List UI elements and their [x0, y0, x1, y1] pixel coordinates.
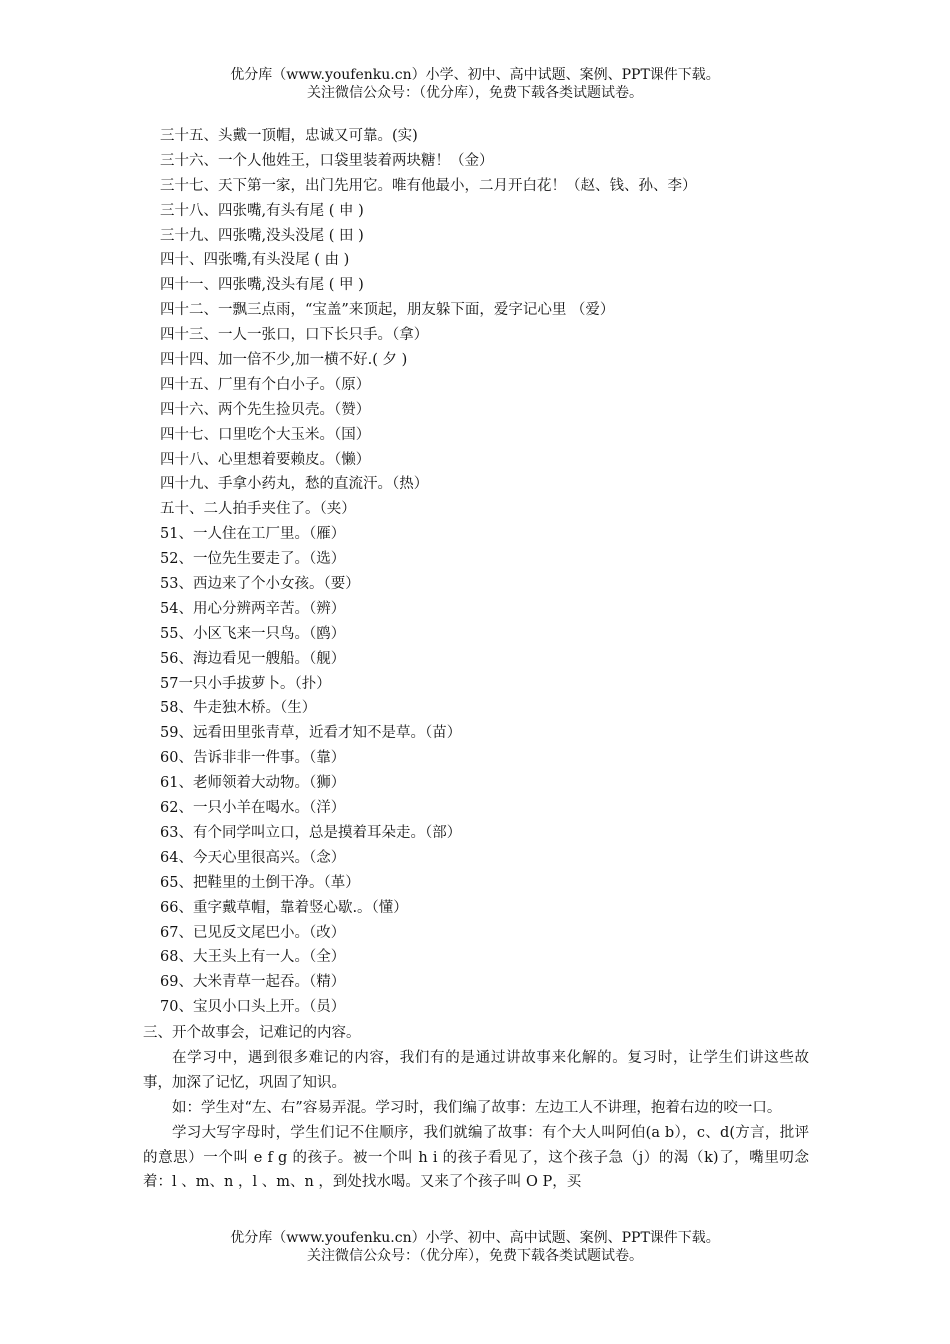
paragraph-alphabet-story: 学习大写字母时，学生们记不住顺序，我们就编了故事：有个大人叫阿伯(a b），c、d(方言，批评的意思）一个叫 e f g 的孩子。被一个叫 h i 的孩子看见了，这个孩子急（j）的渴（k)了，嘴里叨念着：l 、m、n ，l 、m、n ，到处找水喝。又来了个孩子叫 O P，买	[143, 1124, 809, 1191]
riddle-item: 63、有个同学叫立口，总是摸着耳朵走。（部）	[160, 824, 462, 841]
riddle-item: 64、今天心里很高兴。（念）	[160, 849, 346, 866]
riddle-item: 55、小区飞来一只鸟。（鸥）	[160, 625, 346, 642]
riddle-item: 67、已见反文尾巴小。（改）	[160, 924, 346, 941]
riddle-list	[160, 124, 697, 1020]
riddle-item: 四十三、一人一张口，口下长只手。（拿）	[160, 327, 429, 344]
riddle-item: 四十、四张嘴,有头没尾 ( 由 )	[160, 252, 350, 269]
footer-line-1: 优分库（www.youfenku.cn）小学、初中、高中试题、案例、PPT课件下载。	[230, 1230, 720, 1246]
riddle-item: 54、用心分辨两辛苦。（辨）	[160, 600, 346, 617]
riddle-item: 三十五、头戴一顶帽，忠诚又可靠。(实)	[160, 128, 418, 144]
riddle-item: 69、大米青草一起吞。（精）	[160, 974, 346, 991]
riddle-item: 53、西边来了个小女孩。（要）	[160, 576, 360, 593]
riddle-item: 四十七、口里吃个大玉米。（国）	[160, 426, 371, 443]
riddle-item: 70、宝贝小口头上开。（员）	[160, 999, 346, 1016]
riddle-item: 三十七、天下第一家，出门先用它。唯有他最小，二月开白花！（赵、钱、孙、李）	[160, 177, 697, 194]
riddle-item: 四十二、一飘三点雨，“宝盖”来顶起，朋友躲下面，爱字记心里 （爱）	[160, 302, 615, 319]
paragraph-intro: 在学习中，遇到很多难记的内容，我们有的是通过讲故事来化解的。复习时，让学生们讲这些故事，加深了记忆，巩固了知识。	[143, 1049, 809, 1091]
riddle-item: 五十、二人拍手夹住了。（夹）	[160, 501, 356, 518]
riddle-item: 四十六、两个先生捡贝壳。（赞）	[160, 401, 371, 418]
header-line-1: 优分库（www.youfenku.cn）小学、初中、高中试题、案例、PPT课件下载。	[230, 67, 720, 83]
section-heading: 三、开个故事会，记难记的内容。	[143, 1025, 361, 1041]
riddle-item: 62、一只小羊在喝水。（洋）	[160, 800, 346, 817]
riddle-item: 60、告诉非非一件事。（靠）	[160, 750, 346, 767]
riddle-item: 58、牛走独木桥。（生）	[160, 700, 317, 717]
riddle-item: 四十五、厂里有个白小子。（原）	[160, 376, 371, 393]
riddle-item: 51、一人住在工厂里。（雁）	[160, 526, 346, 543]
riddle-item: 四十四、加一倍不少,加一横不好.( 夕 )	[160, 352, 408, 369]
riddle-item: 三十八、四张嘴,有头有尾 ( 申 )	[160, 202, 364, 219]
riddle-item: 65、把鞋里的土倒干净。（革）	[160, 874, 360, 891]
riddle-item: 56、海边看见一艘船。（舰）	[160, 650, 346, 667]
riddle-item: 52、一位先生要走了。（选）	[160, 551, 346, 568]
riddle-item: 四十一、四张嘴,没头有尾 ( 甲 )	[160, 277, 364, 294]
riddle-item: 三十六、一个人他姓王，口袋里装着两块糖！（金）	[160, 152, 494, 169]
story-section	[143, 1021, 809, 1195]
riddle-item: 四十九、手拿小药丸，愁的直流汗。（热）	[160, 476, 429, 493]
riddle-item: 四十八、心里想着要赖皮。（懒）	[160, 451, 371, 468]
footer-line-2: 关注微信公众号：（优分库），免费下载各类试题试卷。	[307, 1248, 643, 1264]
riddle-item: 66、重字戴草帽，靠着竖心歇.。（懂）	[160, 899, 408, 916]
riddle-item: 57一只小手拔萝卜。（扑）	[160, 675, 331, 692]
riddle-item: 68、大王头上有一人。（全）	[160, 949, 346, 966]
header-line-2: 关注微信公众号：（优分库），免费下载各类试题试卷。	[307, 85, 643, 101]
paragraph-left-right-example: 如：学生对“左、右”容易弄混。学习时，我们编了故事：左边工人不讲理，抱着右边的咬一口。	[172, 1099, 782, 1116]
riddle-item: 三十九、四张嘴,没头没尾 ( 田 )	[160, 227, 364, 244]
riddle-item: 59、远看田里张青草，近看才知不是草。（苗）	[160, 725, 462, 742]
page-footer	[0, 1229, 950, 1265]
page-header	[0, 66, 950, 102]
riddle-item: 61、老师领着大动物。（狮）	[160, 775, 346, 792]
